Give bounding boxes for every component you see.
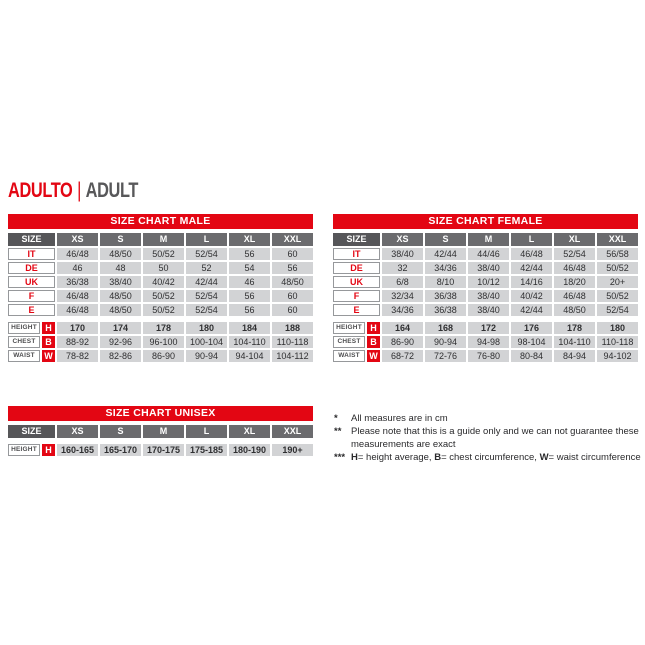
- female-measure-waist: [333, 350, 638, 362]
- row-label-de: DE: [8, 262, 55, 274]
- male-chart-title-bar: SIZE CHART MALE: [8, 214, 313, 229]
- unisex-measures: [8, 442, 313, 456]
- footnotes: [334, 412, 644, 464]
- size-value-cell: 48: [100, 262, 141, 274]
- measure-value-cell: 90-94: [425, 336, 466, 348]
- footnote-2: [334, 425, 644, 451]
- row-label-uk: UK: [8, 276, 55, 288]
- row-label-e: E: [333, 304, 380, 316]
- size-value-cell: 32/34: [382, 290, 423, 302]
- size-value-cell: 18/20: [554, 276, 595, 288]
- column-header-l: L: [186, 425, 227, 438]
- size-value-cell: 42/44: [511, 262, 552, 274]
- size-value-cell: 46: [229, 276, 270, 288]
- measure-value-cell: 84-94: [554, 350, 595, 362]
- unisex-chart-title-bar: SIZE CHART UNISEX: [8, 406, 313, 421]
- size-value-cell: 36/38: [57, 276, 98, 288]
- measure-value-cell: 184: [229, 322, 270, 334]
- size-value-cell: 52: [186, 262, 227, 274]
- column-header-xl: XL: [229, 425, 270, 438]
- size-value-cell: 52/54: [186, 290, 227, 302]
- measure-code-badge: H: [367, 322, 380, 334]
- measure-name-box: CHEST: [8, 336, 40, 348]
- female-row-it: [333, 248, 638, 260]
- measure-value-cell: 94-98: [468, 336, 509, 348]
- size-chart-unisex-table: [8, 406, 313, 456]
- measure-code-badge: H: [42, 322, 55, 334]
- measure-value-cell: 68-72: [382, 350, 423, 362]
- measure-code-badge: B: [367, 336, 380, 348]
- footnote-segment: B: [434, 452, 442, 463]
- size-value-cell: 42/44: [425, 248, 466, 260]
- size-value-cell: 50/52: [597, 262, 638, 274]
- male-row-e: [8, 304, 313, 316]
- column-header-xl: XL: [229, 233, 270, 246]
- measure-name-box: HEIGHT: [8, 444, 40, 456]
- footnote-marker: **: [334, 426, 342, 437]
- column-header-s: S: [100, 233, 141, 246]
- measure-value-cell: 172: [468, 322, 509, 334]
- measure-value-cell: 170: [57, 322, 98, 334]
- footnote-segment: W: [539, 452, 549, 463]
- size-value-cell: 36/38: [425, 290, 466, 302]
- male-row-it: [8, 248, 313, 260]
- size-value-cell: 38/40: [468, 304, 509, 316]
- measure-value-cell: 165-170: [100, 444, 141, 456]
- size-value-cell: 8/10: [425, 276, 466, 288]
- measure-value-cell: 180: [186, 322, 227, 334]
- size-value-cell: 40/42: [143, 276, 184, 288]
- size-value-cell: 56: [229, 248, 270, 260]
- size-value-cell: 34/36: [382, 304, 423, 316]
- male-row-uk: [8, 276, 313, 288]
- measure-value-cell: 104-110: [229, 336, 270, 348]
- footnote-segment: = waist circumference: [548, 452, 641, 463]
- page-title-primary: ADULTO: [8, 179, 73, 202]
- measure-value-cell: 175-185: [186, 444, 227, 456]
- size-value-cell: 38/40: [468, 262, 509, 274]
- size-value-cell: 6/8: [382, 276, 423, 288]
- measure-value-cell: 110-118: [272, 336, 313, 348]
- female-measures: [333, 320, 638, 362]
- size-value-cell: 52/54: [186, 248, 227, 260]
- row-label-e: E: [8, 304, 55, 316]
- measure-name-box: HEIGHT: [8, 322, 40, 334]
- measure-value-cell: 164: [382, 322, 423, 334]
- measure-value-cell: 174: [100, 322, 141, 334]
- unisex-measure-height: [8, 444, 313, 456]
- measure-value-cell: 104-112: [272, 350, 313, 362]
- footnote-marker: ***: [334, 452, 346, 463]
- footnote-3: [334, 451, 644, 464]
- column-header-xs: XS: [57, 233, 98, 246]
- size-value-cell: 60: [272, 248, 313, 260]
- column-header-xl: XL: [554, 233, 595, 246]
- measure-label-group: [8, 322, 55, 334]
- size-value-cell: 20+: [597, 276, 638, 288]
- measure-label-group: [333, 350, 380, 362]
- male-row-f: [8, 290, 313, 302]
- measure-value-cell: 104-110: [554, 336, 595, 348]
- measure-value-cell: 92-96: [100, 336, 141, 348]
- measure-value-cell: 90-94: [186, 350, 227, 362]
- size-value-cell: 52/54: [186, 304, 227, 316]
- measure-value-cell: 110-118: [597, 336, 638, 348]
- female-measure-chest: [333, 336, 638, 348]
- female-row-de: [333, 262, 638, 274]
- measure-value-cell: 80-84: [511, 350, 552, 362]
- footnote-1: [334, 412, 644, 425]
- row-label-de: DE: [333, 262, 380, 274]
- size-value-cell: 48/50: [100, 304, 141, 316]
- size-value-cell: 52/54: [554, 248, 595, 260]
- page-title-divider: |: [77, 179, 81, 202]
- size-chart-male-table: [8, 214, 313, 362]
- column-header-m: M: [468, 233, 509, 246]
- measure-value-cell: 100-104: [186, 336, 227, 348]
- male-row-de: [8, 262, 313, 274]
- unisex-header-row: [8, 425, 313, 438]
- column-header-xxl: XXL: [597, 233, 638, 246]
- measure-value-cell: 98-104: [511, 336, 552, 348]
- column-header-l: L: [186, 233, 227, 246]
- female-chart-title-bar: SIZE CHART FEMALE: [333, 214, 638, 229]
- measure-label-group: [8, 350, 55, 362]
- measure-value-cell: 160-165: [57, 444, 98, 456]
- size-value-cell: 54: [229, 262, 270, 274]
- size-value-cell: 38/40: [468, 290, 509, 302]
- measure-value-cell: 170-175: [143, 444, 184, 456]
- size-value-cell: 38/40: [100, 276, 141, 288]
- column-header-xxl: XXL: [272, 233, 313, 246]
- measure-name-box: WAIST: [333, 350, 365, 362]
- measure-label-group: [333, 322, 380, 334]
- size-value-cell: 60: [272, 304, 313, 316]
- size-value-cell: 56: [229, 304, 270, 316]
- size-value-cell: 46/48: [57, 290, 98, 302]
- column-header-xs: XS: [382, 233, 423, 246]
- size-value-cell: 46/48: [57, 248, 98, 260]
- column-header-m: M: [143, 425, 184, 438]
- size-value-cell: 42/44: [511, 304, 552, 316]
- size-value-cell: 44/46: [468, 248, 509, 260]
- column-header-m: M: [143, 233, 184, 246]
- measure-value-cell: 176: [511, 322, 552, 334]
- footnote-text: [351, 425, 644, 451]
- size-header-cell: SIZE: [8, 425, 55, 438]
- measure-code-badge: B: [42, 336, 55, 348]
- size-value-cell: 36/38: [425, 304, 466, 316]
- size-value-cell: 48/50: [272, 276, 313, 288]
- measure-value-cell: 94-104: [229, 350, 270, 362]
- size-header-cell: SIZE: [333, 233, 380, 246]
- size-value-cell: 48/50: [554, 304, 595, 316]
- measure-value-cell: 180-190: [229, 444, 270, 456]
- measure-code-badge: W: [42, 350, 55, 362]
- footnote-segment: = height average,: [357, 452, 435, 463]
- measure-code-badge: W: [367, 350, 380, 362]
- column-header-s: S: [100, 425, 141, 438]
- measure-value-cell: 178: [143, 322, 184, 334]
- size-value-cell: 46/48: [554, 290, 595, 302]
- size-value-cell: 50/52: [597, 290, 638, 302]
- footnote-segment: Please note that this is a guide only and we can not guarantee these measurements are exact: [351, 426, 639, 450]
- size-value-cell: 50/52: [143, 248, 184, 260]
- measure-value-cell: 168: [425, 322, 466, 334]
- footnote-text: [351, 412, 644, 425]
- measure-value-cell: 86-90: [382, 336, 423, 348]
- measure-label-group: [333, 336, 380, 348]
- size-chart-female-table: [333, 214, 638, 362]
- size-value-cell: 34/36: [425, 262, 466, 274]
- footnote-segment: H: [351, 452, 358, 463]
- size-value-cell: 50: [143, 262, 184, 274]
- size-value-cell: 10/12: [468, 276, 509, 288]
- measure-value-cell: 94-102: [597, 350, 638, 362]
- measure-name-box: HEIGHT: [333, 322, 365, 334]
- size-value-cell: 40/42: [511, 290, 552, 302]
- size-value-cell: 50/52: [143, 304, 184, 316]
- measure-name-box: WAIST: [8, 350, 40, 362]
- size-value-cell: 52/54: [597, 304, 638, 316]
- row-label-f: F: [8, 290, 55, 302]
- measure-label-group: [8, 444, 55, 456]
- column-header-xs: XS: [57, 425, 98, 438]
- footnote-segment: = chest circumference,: [441, 452, 540, 463]
- measure-name-box: CHEST: [333, 336, 365, 348]
- measure-value-cell: 188: [272, 322, 313, 334]
- column-header-s: S: [425, 233, 466, 246]
- female-row-f: [333, 290, 638, 302]
- measure-value-cell: 86-90: [143, 350, 184, 362]
- female-row-e: [333, 304, 638, 316]
- male-measure-chest: [8, 336, 313, 348]
- measure-value-cell: 88-92: [57, 336, 98, 348]
- measure-value-cell: 178: [554, 322, 595, 334]
- footnote-text: [351, 451, 644, 464]
- size-value-cell: 14/16: [511, 276, 552, 288]
- size-value-cell: 48/50: [100, 290, 141, 302]
- size-value-cell: 32: [382, 262, 423, 274]
- row-label-it: IT: [333, 248, 380, 260]
- measure-value-cell: 78-82: [57, 350, 98, 362]
- female-row-uk: [333, 276, 638, 288]
- male-measure-height: [8, 322, 313, 334]
- footnote-segment: All measures are in cm: [351, 413, 448, 424]
- size-value-cell: 56: [229, 290, 270, 302]
- female-measure-height: [333, 322, 638, 334]
- column-header-l: L: [511, 233, 552, 246]
- size-header-cell: SIZE: [8, 233, 55, 246]
- female-header-row: [333, 233, 638, 246]
- measure-code-badge: H: [42, 444, 55, 456]
- measure-value-cell: 190+: [272, 444, 313, 456]
- size-value-cell: 46/48: [511, 248, 552, 260]
- measure-value-cell: 76-80: [468, 350, 509, 362]
- size-value-cell: 46: [57, 262, 98, 274]
- size-value-cell: 56: [272, 262, 313, 274]
- male-measures: [8, 320, 313, 362]
- measure-label-group: [8, 336, 55, 348]
- measure-value-cell: 82-86: [100, 350, 141, 362]
- row-label-f: F: [333, 290, 380, 302]
- measure-value-cell: 96-100: [143, 336, 184, 348]
- male-header-row: [8, 233, 313, 246]
- size-value-cell: 46/48: [554, 262, 595, 274]
- column-header-xxl: XXL: [272, 425, 313, 438]
- size-value-cell: 38/40: [382, 248, 423, 260]
- size-value-cell: 56/58: [597, 248, 638, 260]
- row-label-uk: UK: [333, 276, 380, 288]
- size-value-cell: 46/48: [57, 304, 98, 316]
- size-value-cell: 42/44: [186, 276, 227, 288]
- size-value-cell: 50/52: [143, 290, 184, 302]
- measure-value-cell: 180: [597, 322, 638, 334]
- size-value-cell: 60: [272, 290, 313, 302]
- page-title-secondary: ADULT: [85, 179, 138, 202]
- size-value-cell: 48/50: [100, 248, 141, 260]
- row-label-it: IT: [8, 248, 55, 260]
- measure-value-cell: 72-76: [425, 350, 466, 362]
- male-measure-waist: [8, 350, 313, 362]
- footnote-marker: *: [334, 413, 338, 424]
- page-title: [8, 179, 138, 203]
